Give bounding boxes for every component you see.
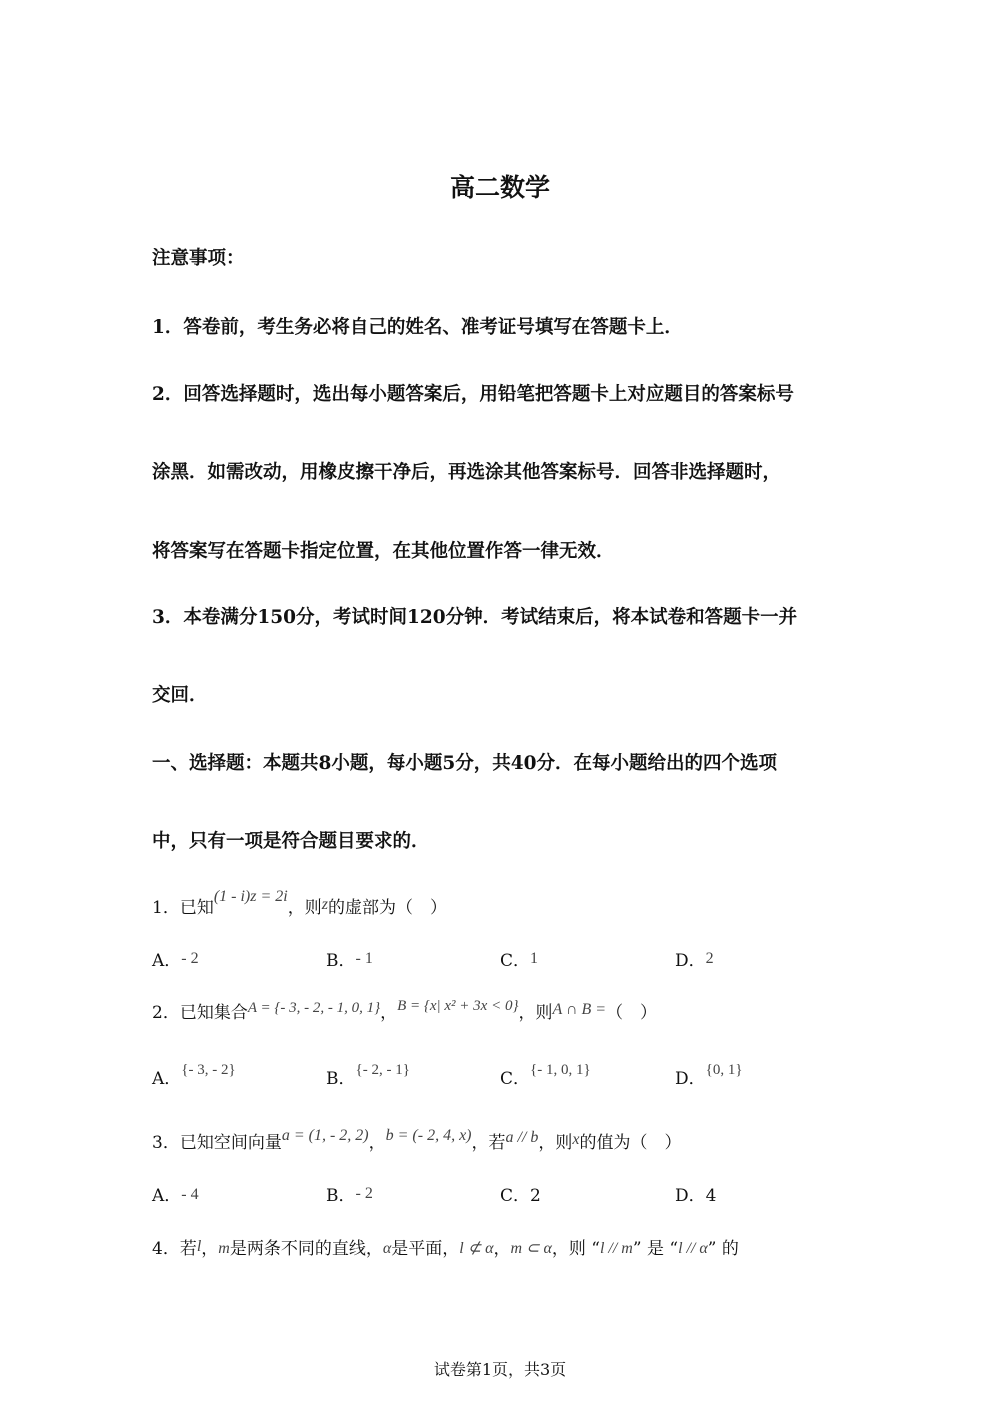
q1-expression: (1 - i)z = 2i bbox=[213, 888, 288, 905]
q4-condition-3: l // m bbox=[599, 1240, 633, 1257]
q3-option-b: B．- 2 bbox=[326, 1185, 373, 1206]
q3-condition: a // b bbox=[505, 1129, 539, 1146]
q1-option-d: D．2 bbox=[675, 950, 714, 971]
notice-item-2-line-3: 将答案写在答题卡指定位置，在其他位置作答一律无效． bbox=[152, 541, 615, 562]
q2-expression: A ∩ B = bbox=[552, 1001, 607, 1018]
page-footer: 试卷第1页，共3页 bbox=[433, 1360, 567, 1379]
q4-l: l bbox=[196, 1238, 202, 1255]
q1-prefix: 1．已知 bbox=[152, 898, 214, 918]
q1-mid: ，则 bbox=[287, 898, 322, 918]
question-1 bbox=[152, 888, 447, 918]
q2-sep: ， bbox=[380, 1003, 398, 1023]
q2-set-b: B = {x| x² + 3x < 0} bbox=[397, 998, 519, 1014]
q1-suffix: 的虚部为（ ） bbox=[327, 898, 447, 918]
q3-variable: x bbox=[572, 1131, 580, 1148]
q4-m: m bbox=[218, 1240, 230, 1257]
q4-condition-4: l // α bbox=[678, 1240, 708, 1257]
question-2 bbox=[152, 998, 657, 1023]
notice-item-2-line-2: 涂黑．如需改动，用橡皮擦干净后，再选涂其他答案标号．回答非选择题时， bbox=[152, 462, 782, 483]
q2-option-d: D．{0, 1} bbox=[675, 1062, 743, 1089]
notice-item-3-line-2: 交回． bbox=[152, 685, 208, 706]
q2-option-b: B．{- 2, - 1} bbox=[326, 1062, 410, 1089]
q1-option-c: C．1 bbox=[500, 950, 539, 971]
notice-heading: 注意事项： bbox=[152, 248, 245, 269]
q3-sep: ， bbox=[368, 1133, 386, 1153]
section-heading-line-2: 中，只有一项是符合题目要求的． bbox=[152, 831, 430, 852]
q2-set-a: A = {- 3, - 2, - 1, 0, 1} bbox=[247, 1000, 381, 1016]
q1-variable: z bbox=[321, 896, 328, 913]
q4-condition-1: l ⊄ α bbox=[459, 1240, 494, 1257]
notice-item-3-line-1: 3．本卷满分150分，考试时间120分钟．考试结束后，将本试卷和答题卡一并 bbox=[152, 607, 798, 628]
question-4: 4．若l，m是两条不同的直线，α是平面，l ⊄ α，m ⊂ α，则 “l // m” 是 “l // α” 的 bbox=[152, 1238, 739, 1259]
q4-condition-2: m ⊂ α bbox=[510, 1240, 552, 1257]
notice-item-2-line-1: 2．回答选择题时，选出每小题答案后，用铅笔把答题卡上对应题目的答案标号 bbox=[152, 384, 794, 405]
q1-option-a: A．- 2 bbox=[152, 950, 199, 971]
q2-mid: ，则 bbox=[518, 1003, 553, 1023]
q3-option-d: D．4 bbox=[675, 1186, 717, 1206]
q3-mid-1: ，若 bbox=[471, 1133, 506, 1153]
q3-option-a: A．- 4 bbox=[152, 1186, 199, 1206]
q1-option-b: B．- 1 bbox=[326, 950, 373, 971]
page-title: 高二数学 bbox=[449, 173, 550, 202]
q3-mid-2: ，则 bbox=[538, 1133, 573, 1153]
question-3 bbox=[152, 1128, 682, 1153]
q4-alpha: α bbox=[382, 1240, 392, 1257]
q3-vector-a: a = (1, - 2, 2) bbox=[281, 1127, 369, 1144]
q2-option-c: C．{- 1, 0, 1} bbox=[500, 1062, 591, 1089]
notice-item-1: 1．答卷前，考生务必将自己的姓名、准考证号填写在答题卡上． bbox=[152, 317, 683, 338]
section-heading-line-1: 一、选择题：本题共8小题，每小题5分，共40分．在每小题给出的四个选项 bbox=[152, 753, 777, 774]
q3-suffix: 的值为（ ） bbox=[579, 1133, 682, 1153]
q2-option-a: A．{- 3, - 2} bbox=[152, 1062, 236, 1089]
q3-option-c: C．2 bbox=[500, 1186, 541, 1206]
q3-prefix: 3．已知空间向量 bbox=[152, 1133, 282, 1153]
q2-suffix: （ ） bbox=[606, 1003, 658, 1023]
q2-prefix: 2．已知集合 bbox=[152, 1003, 248, 1023]
q3-vector-b: b = (- 2, 4, x) bbox=[385, 1127, 472, 1144]
